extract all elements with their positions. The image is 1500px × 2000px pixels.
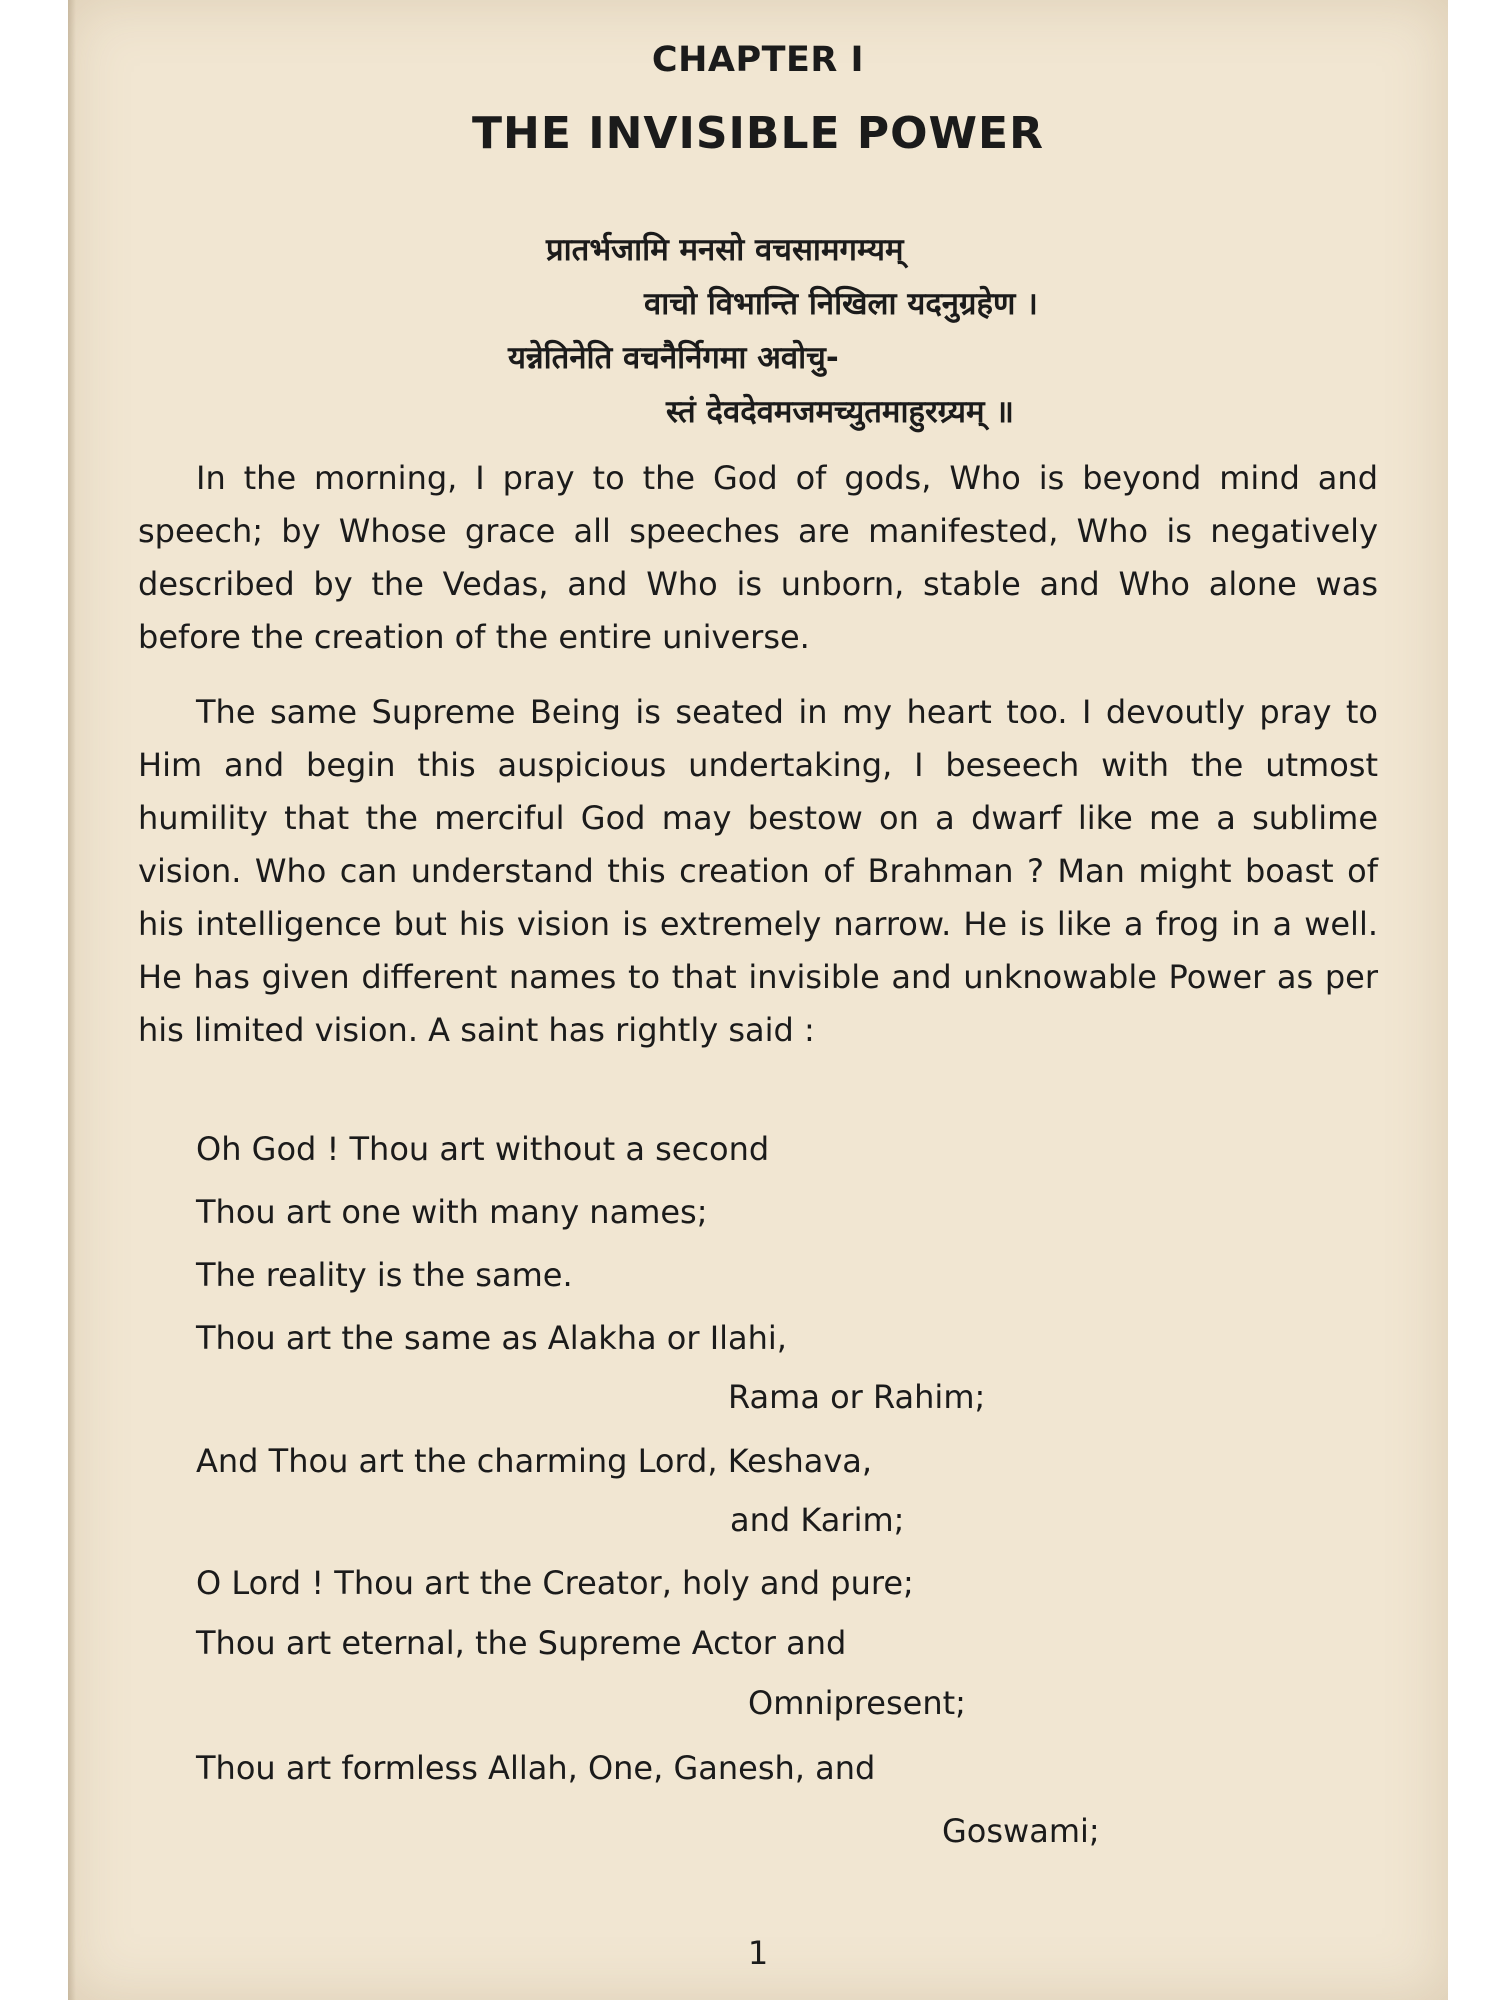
book-page (68, 0, 1448, 2000)
poem-line: The reality is the same. (196, 1256, 573, 1294)
paragraph: The same Supreme Being is seated in my heart too. I devoutly pray to Him and begin this auspicious undertaking, I beseech with the utmost humility that the merciful God may bestow on a dwarf like me a sublime vision. Who can understand this creation of Brahman ? Man might boast of his intelligence but his vision is extremely narrow. He is like a frog in a well. He has given different names to that invisible and unknowable Power as per his limited vision. A saint has rightly said : (138, 693, 1378, 1049)
chapter-title: THE INVISIBLE POWER (472, 108, 1044, 159)
poem-line: Omnipresent; (748, 1684, 966, 1722)
poem-line: Thou art the same as Alakha or Ilahi, (196, 1319, 787, 1357)
sanskrit-line: यन्नेतिनेति वचनैर्निगमा अवोचु- (508, 340, 839, 376)
poem-line: and Karim; (730, 1501, 905, 1539)
page-edge-shadow (68, 0, 76, 2000)
sanskrit-line: स्तं देवदेवमजमच्युतमाहुरग्र्यम् ॥ (666, 394, 1014, 430)
sanskrit-line: प्रातर्भजामि मनसो वचसामगम्यम् (546, 232, 904, 268)
sanskrit-line: वाचो विभान्ति निखिला यदनुग्रहेण । (644, 286, 1038, 322)
poem-line: Goswami; (942, 1812, 1100, 1850)
poem-line: And Thou art the charming Lord, Keshava, (196, 1442, 873, 1480)
poem-line: Thou art formless Allah, One, Ganesh, and (196, 1749, 876, 1787)
poem-line: Thou art one with many names; (196, 1193, 708, 1231)
poem-line: Oh God ! Thou art without a second (196, 1130, 770, 1168)
poem-line: Thou art eternal, the Supreme Actor and (196, 1624, 847, 1662)
poem-line: O Lord ! Thou art the Creator, holy and pure; (196, 1564, 914, 1602)
paragraph: In the morning, I pray to the God of gods, Who is beyond mind and speech; by Whose grace all speeches are manifested, Who is negatively described by the Vedas, and Who is unborn, stable and Who alone was before the creation of the entire universe. (138, 459, 1378, 656)
page-number: 1 (747, 1934, 769, 1972)
chapter-label: CHAPTER I (651, 40, 865, 80)
poem-line: Rama or Rahim; (728, 1378, 986, 1416)
